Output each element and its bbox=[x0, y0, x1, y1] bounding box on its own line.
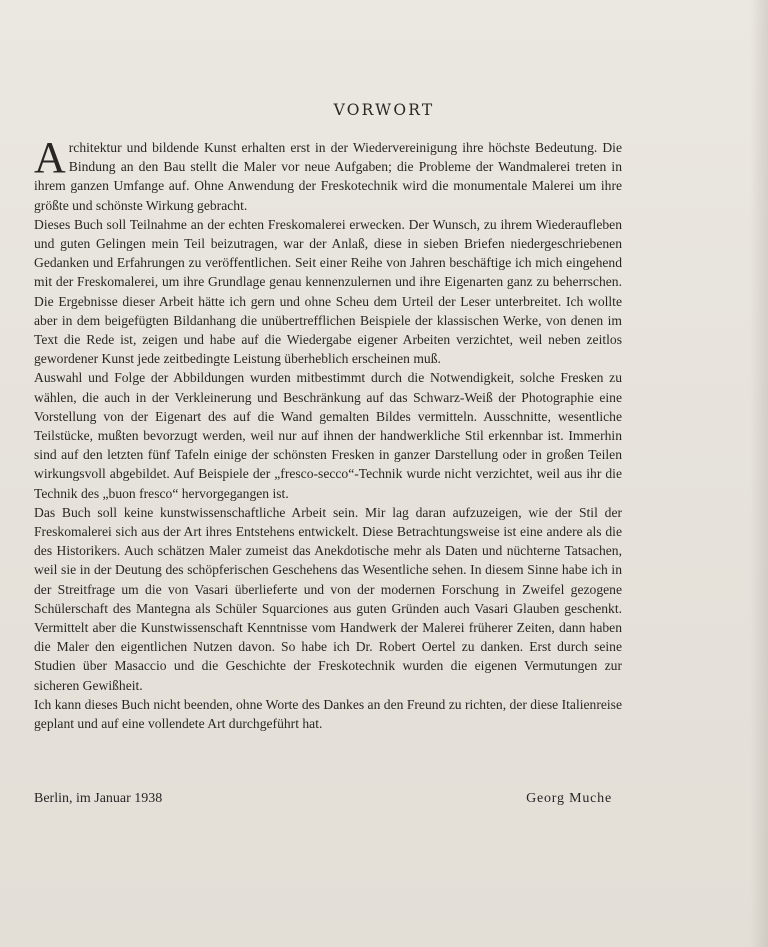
page-title: VORWORT bbox=[333, 101, 435, 119]
page-edge-shadow bbox=[750, 0, 768, 947]
place-date: Berlin, im Januar 1938 bbox=[34, 791, 163, 806]
paragraph-3: Auswahl und Folge der Abbildungen wurden mitbestimmt durch die Notwendigkeit, solche Fresken zu wählen, die auch in der Verkleinerung und Beschränkung auf das Schwarz-Weiß der Photographie eine Vorstellung von der Eigenart des auf die Wand gemalten Bildes vermitteln. Ausschnitte, wesentliche Teilstücke, mußten bevorzugt werden, weil nur auf ihnen der handwerkliche Stil erkennbar ist. Immerhin sind auf den letzten fünf Tafeln einige der schönsten Fresken in ganzer Darstellung oder in großen Teilen wirkungsvoll abgebildet. Auf Beispiele der „fresco-secco“-Technik wurde nicht verzichtet, weil aus ihr die Technik des „buon fresco“ hervorgegangen ist. bbox=[34, 370, 622, 501]
paragraph-2: Dieses Buch soll Teilnahme an der echten Freskomalerei erwecken. Der Wunsch, zu ihrem Wiederaufleben und guten Gelingen mein Teil beizutragen, war der Anlaß, diese in sieben Briefen niedergeschriebenen Gedanken und Erfahrungen zu veröffentlichen. Seit einer Reihe von Jahren beschäftige ich mich eingehend mit der Freskomalerei, um ihre Grundlage genau kennenzulernen und ihre Eigenarten ganz zu beherrschen. Die Ergebnisse dieser Arbeit hätte ich gern und ohne Scheu dem Urteil der Leser unterbreitet. Ich wollte aber in dem beigefügten Bildanhang die unübertrefflichen Beispiele der klassischen Werke, von denen im Text die Rede ist, zeigen und habe auf die Wiedergabe eigener Arbeiten verzichtet, weil neben zeitlos gewordener Kunst jede zeitbedingte Leistung überheblich erscheinen muß. bbox=[34, 216, 622, 367]
preface-text bbox=[34, 133, 622, 733]
drop-cap: A bbox=[34, 133, 66, 182]
paragraph-1-text: rchitektur und bildende Kunst erhalten erst in der Wiedervereinigung ihre höchste Bedeutung. Die Bindung an den Bau stellt die Maler vor neue Aufgaben; die Probleme der Wandmalerei treten in ihrem ganzen Umfange auf. Ohne Anwendung der Freskotechnik wird die monumentale Malerei um ihre größte und schönste Wirkung gebracht. bbox=[34, 140, 622, 213]
paragraph-4: Das Buch soll keine kunstwissenschaftliche Arbeit sein. Mir lag daran aufzuzeigen, wie der Stil der Freskomalerei sich aus der Art ihres Entstehens entwickelt. Diese Betrachtungsweise ist eine andere als die des Historikers. Auch schätzen Maler zumeist das Anekdotische mehr als Daten und nüchterne Tatsachen, weil sie in der Deutung des schöpferischen Geschehens das Wesentliche sehen. In diesem Sinne habe ich in der Streitfrage um die von Vasari überlieferte und von der modernen Forschung in Zweifel gezogene Schülerschaft des Mantegna als Schüler Squarciones aus guten Gründen auch Vasari Glauben geschenkt. Vermittelt aber die Kunstwissenschaft Kenntnisse vom Handwerk der Malerei früherer Zeiten, dann haben die Maler den eigentlichen Nutzen davon. So habe ich Dr. Robert Oertel zu danken. Erst durch seine Studien über Masaccio und die Geschichte der Freskotechnik wurden die eigenen Vermutungen zur sicheren Gewißheit. bbox=[34, 504, 622, 693]
paragraph-1 bbox=[34, 133, 622, 215]
author-name: Georg Muche bbox=[526, 791, 612, 806]
paragraph-5: Ich kann dieses Buch nicht beenden, ohne Worte des Dankes an den Freund zu richten, der diese Italienreise geplant und auf eine vollendete Art durchgeführt hat. bbox=[34, 696, 622, 732]
